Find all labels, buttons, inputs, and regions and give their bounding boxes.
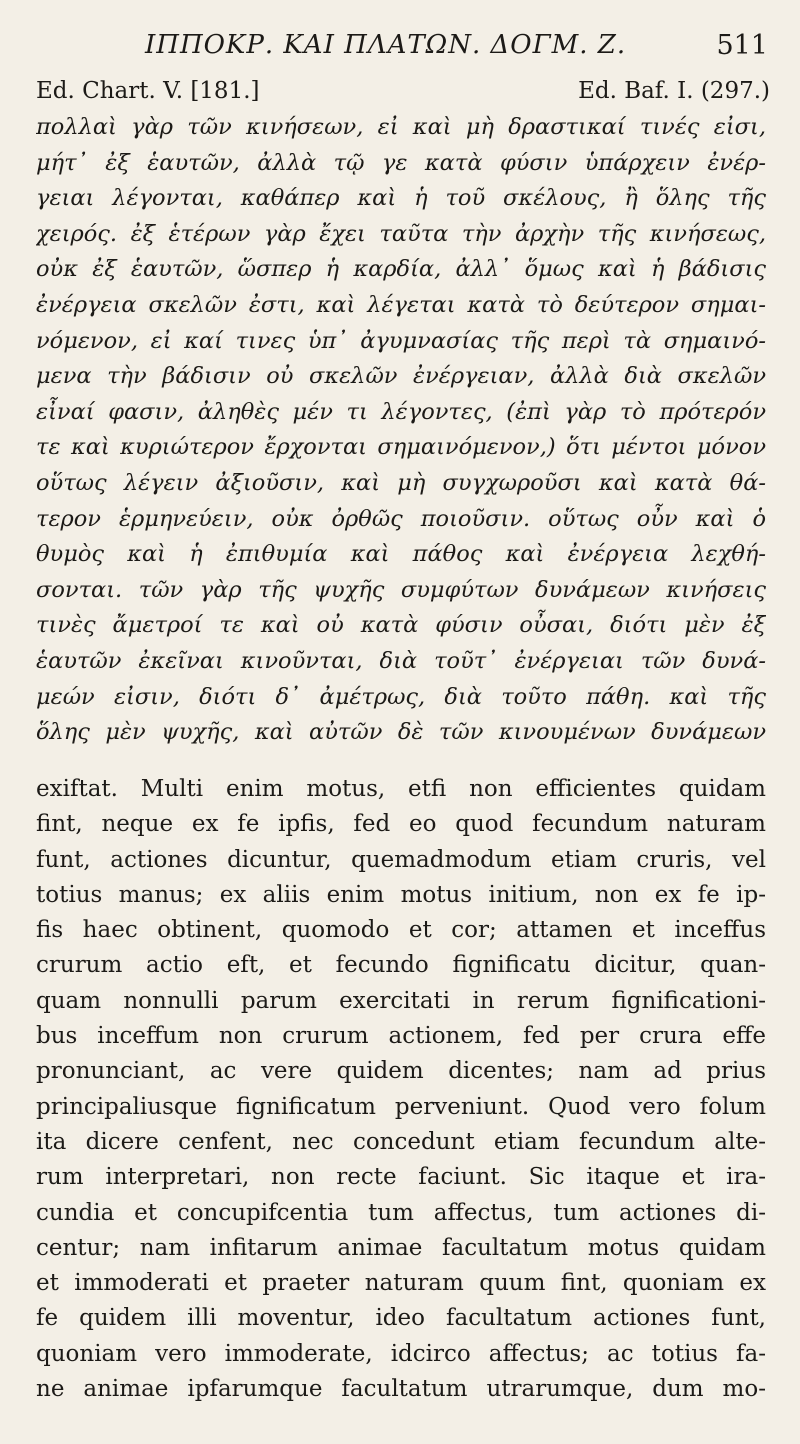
- greek-text-line: μενα τὴν βάδισιν οὐ σκελῶν ἐνέργειαν, ἀλλὰ διὰ σκελῶν: [36, 363, 766, 390]
- latin-text-line: exiftat. Multi enim motus, etfi non efficientes quidam: [36, 776, 766, 802]
- latin-text-line: centur; nam infitarum animae facultatum motus quidam: [36, 1234, 766, 1261]
- greek-text-line: μεών εἰσιν, διότι δ᾽ ἀμέτρως, διὰ τοῦτο πάθη. καὶ τῆς: [36, 683, 766, 710]
- greek-text-line: γειαι λέγονται, καθάπερ καὶ ἡ τοῦ σκέλους, ἢ ὅλης τῆς: [36, 185, 766, 212]
- page-number: 511: [716, 30, 768, 61]
- greek-text-line: νόμενον, εἰ καί τινες ὑπ᾽ ἀγυμνασίας τῆς περὶ τὰ σημαινό-: [36, 327, 766, 354]
- greek-text-line: μήτ᾽ ἐξ ἑαυτῶν, ἀλλὰ τῷ γε κατὰ φύσιν ὑπάρχειν ἐνέρ-: [36, 149, 766, 176]
- latin-text-line: principaliusque fignificatum perveniunt. Quod vero folum: [36, 1093, 766, 1120]
- latin-text-line: totius manus; ex aliis enim motus initium, non ex fe ip-: [36, 881, 766, 908]
- latin-text-line: fe quidem illi moventur, ideo facultatum actiones funt,: [36, 1305, 766, 1332]
- latin-text-line: ita dicere cenfent, nec concedunt etiam fecundum alte-: [36, 1128, 766, 1155]
- latin-text-line: rum interpretari, non recte faciunt. Sic itaque et ira-: [36, 1164, 766, 1191]
- edition-references: [36, 78, 770, 108]
- latin-text-line: ne animae ipfarumque facultatum utrarumque, dum mo-: [36, 1376, 766, 1403]
- greek-text-line: χειρός. ἐξ ἑτέρων γὰρ ἔχει ταῦτα τὴν ἀρχὴν τῆς κινήσεως,: [36, 220, 766, 247]
- edition-basel: Ed. Baf. I. (297.): [578, 78, 770, 104]
- greek-text-line: σονται. τῶν γὰρ τῆς ψυχῆς συμφύτων δυνάμεων κινήσεις: [36, 576, 766, 603]
- latin-text-line: crurum actio eft, et fecundo fignificatu dicitur, quan-: [36, 952, 766, 979]
- greek-text-line: οὐκ ἐξ ἑαυτῶν, ὥσπερ ἡ καρδία, ἀλλ᾽ ὅμως καὶ ἡ βάδισις: [36, 256, 766, 283]
- greek-text-line: εἶναί φασιν, ἀληθὲς μέν τι λέγοντες, (ἐπὶ γὰρ τὸ πρότερόν: [36, 398, 766, 425]
- greek-text-line: τερον ἑρμηνεύειν, οὐκ ὀρθῶς ποιοῦσιν. οὕτως οὖν καὶ ὁ: [36, 505, 766, 532]
- greek-text-line: πολλαὶ γὰρ τῶν κινήσεων, εἰ καὶ μὴ δραστικαί τινές εἰσι,: [36, 114, 766, 140]
- edition-chartier: Ed. Chart. V. [181.]: [36, 78, 260, 104]
- running-head: [0, 30, 800, 70]
- latin-text-line: quam nonnulli parum exercitati in rerum fignificationi-: [36, 987, 766, 1014]
- greek-text-line: ἑαυτῶν ἐκεῖναι κινοῦνται, διὰ τοῦτ᾽ ἐνέργειαι τῶν δυνά-: [36, 647, 766, 674]
- greek-text-line: ἐνέργεια σκελῶν ἐστι, καὶ λέγεται κατὰ τὸ δεύτερον σημαι-: [36, 291, 766, 318]
- greek-text-block: [36, 110, 766, 751]
- latin-text-line: fint, neque ex fe ipfis, fed eo quod fecundum naturam: [36, 811, 766, 838]
- latin-text-line: quoniam vero immoderate, idcirco affectus; ac totius fa-: [36, 1340, 766, 1367]
- greek-text-line: ὅλης μὲν ψυχῆς, καὶ αὐτῶν δὲ τῶν κινουμένων δυνάμεων: [36, 719, 766, 746]
- greek-text-line: θυμὸς καὶ ἡ ἐπιθυμία καὶ πάθος καὶ ἐνέργεια λεχθή-: [36, 541, 766, 568]
- latin-text-line: cundia et concupifcentia tum affectus, tum actiones di-: [36, 1199, 766, 1226]
- latin-text-line: et immoderati et praeter naturam quum fint, quoniam ex: [36, 1270, 766, 1297]
- running-title: ΙΠΠΟΚΡ. ΚΑΙ ΠΛΑΤΩΝ. ΔΟΓΜ. Ζ.: [145, 30, 627, 60]
- latin-text-line: bus inceffum non crurum actionem, fed per crura effe: [36, 1023, 766, 1050]
- greek-text-line: τινὲς ἄμετροί τε καὶ οὐ κατὰ φύσιν οὖσαι, διότι μὲν ἐξ: [36, 612, 766, 639]
- greek-text-line: τε καὶ κυριώτερον ἔρχονται σημαινόμενον,) ὅτι μέντοι μόνον: [36, 434, 766, 461]
- latin-text-block: [36, 772, 766, 1407]
- latin-text-line: funt, actiones dicuntur, quemadmodum etiam cruris, vel: [36, 846, 766, 873]
- latin-text-line: pronunciant, ac vere quidem dicentes; nam ad prius: [36, 1058, 766, 1085]
- greek-text-line: οὕτως λέγειν ἀξιοῦσιν, καὶ μὴ συγχωροῦσι καὶ κατὰ θά-: [36, 469, 766, 496]
- latin-text-line: fis haec obtinent, quomodo et cor; attamen et inceffus: [36, 917, 766, 944]
